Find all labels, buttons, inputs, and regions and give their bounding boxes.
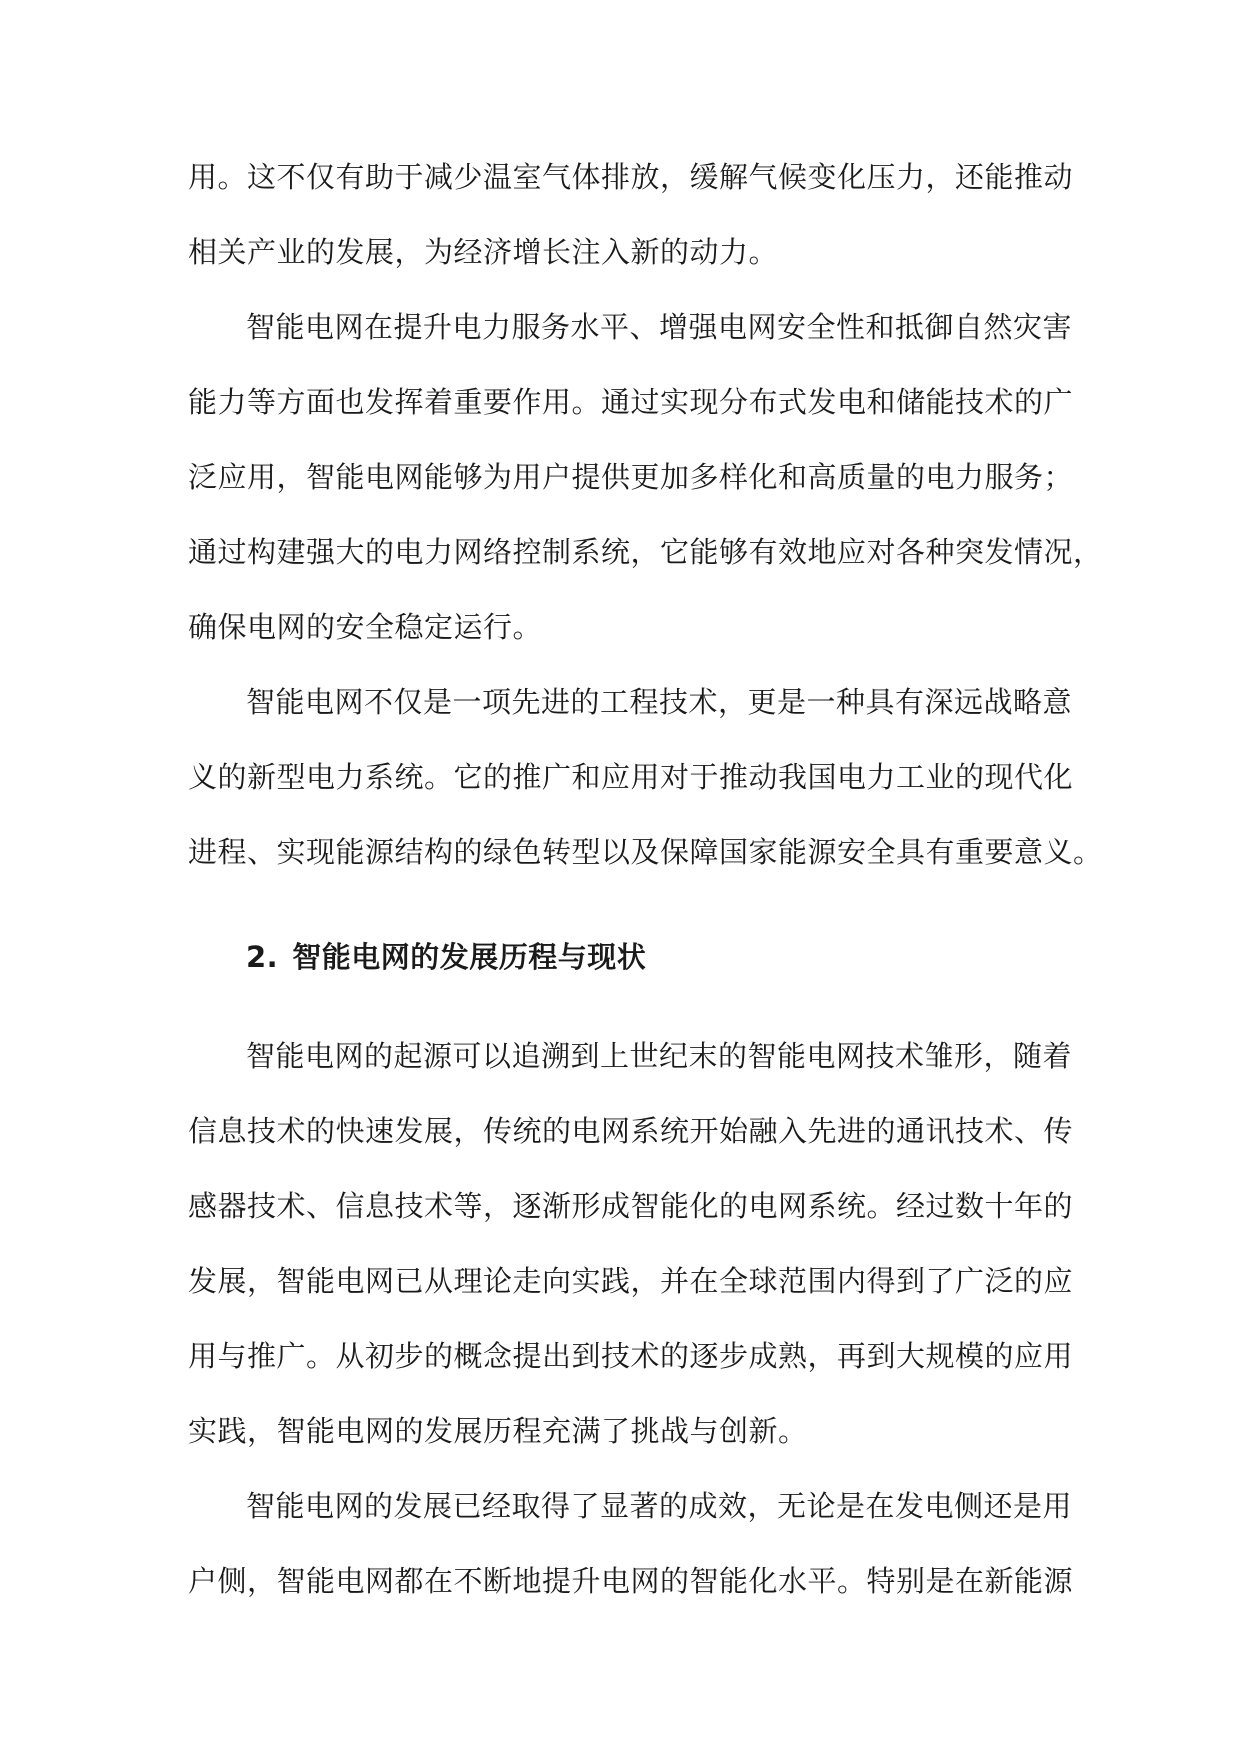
text-line: 信息技术的快速发展，传统的电网系统开始融入先进的通讯技术、传 xyxy=(188,1114,1074,1149)
text-line: 进程、实现能源结构的绿色转型以及保障国家能源安全具有重要意义。 xyxy=(188,835,1103,869)
text-line: 发展，智能电网已从理论走向实践，并在全球范围内得到了广泛的应 xyxy=(188,1264,1074,1299)
text-line: 智能电网不仅是一项先进的工程技术，更是一种具有深远战略意 xyxy=(246,685,1073,719)
paragraph xyxy=(188,290,1103,665)
text-line: 通过构建强大的电力网络控制系统，它能够有效地应对各种突发情况， xyxy=(188,535,1103,569)
section-title: 智能电网的发展历程与现状 xyxy=(292,940,647,974)
section-number: 2. xyxy=(246,940,279,974)
text-line: 确保电网的安全稳定运行。 xyxy=(188,610,543,644)
text-line: 能力等方面也发挥着重要作用。通过实现分布式发电和储能技术的广 xyxy=(188,385,1074,419)
text-line: 感器技术、信息技术等，逐渐形成智能化的电网系统。经过数十年的 xyxy=(188,1189,1074,1224)
text-line: 智能电网的起源可以追溯到上世纪末的智能电网技术雏形，随着 xyxy=(246,1039,1073,1074)
paragraph xyxy=(188,1469,1074,1619)
text-line: 义的新型电力系统。它的推广和应用对于推动我国电力工业的现代化 xyxy=(188,760,1074,794)
text-line: 用。这不仅有助于减少温室气体排放，缓解气候变化压力，还能推动 xyxy=(188,160,1074,194)
paragraph xyxy=(188,665,1103,890)
document-body xyxy=(188,140,1103,1619)
paragraph xyxy=(188,1019,1074,1469)
paragraph-continued xyxy=(188,140,1074,290)
section-heading xyxy=(188,920,1058,995)
text-line: 实践，智能电网的发展历程充满了挑战与创新。 xyxy=(188,1414,808,1449)
text-line: 相关产业的发展，为经济增长注入新的动力。 xyxy=(188,235,779,269)
text-line: 智能电网的发展已经取得了显著的成效，无论是在发电侧还是用 xyxy=(246,1489,1073,1524)
text-line: 用与推广。从初步的概念提出到技术的逐步成熟，再到大规模的应用 xyxy=(188,1339,1074,1374)
text-line: 泛应用，智能电网能够为用户提供更加多样化和高质量的电力服务； xyxy=(188,460,1074,494)
text-line: 户侧，智能电网都在不断地提升电网的智能化水平。特别是在新能源 xyxy=(188,1564,1074,1599)
text-line: 智能电网在提升电力服务水平、增强电网安全性和抵御自然灾害 xyxy=(246,310,1073,344)
